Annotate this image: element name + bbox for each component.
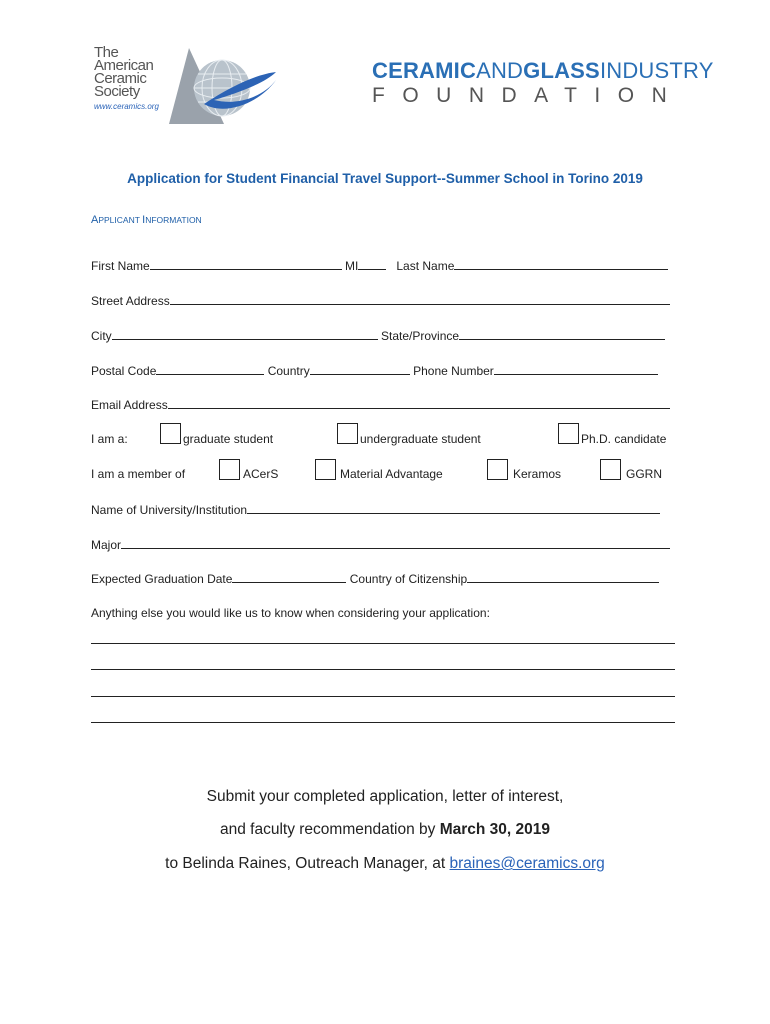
graduate-student-label: graduate student — [183, 432, 274, 446]
acers-name-line: American — [94, 57, 154, 74]
state-field[interactable] — [459, 328, 665, 340]
keramos-checkbox[interactable] — [487, 459, 508, 480]
name-row — [91, 258, 668, 273]
cgif-word: AND — [476, 58, 524, 83]
acers-name-line: Society — [94, 83, 140, 100]
i-am-label: I am a: — [91, 432, 128, 446]
material-advantage-label: Material Advantage — [340, 467, 443, 481]
contact-email-link[interactable]: braines@ceramics.org — [449, 855, 605, 872]
submit-line-3-text: to Belinda Raines, Outreach Manager, at — [165, 855, 450, 872]
major-field[interactable] — [121, 537, 670, 549]
comment-line-4[interactable] — [91, 722, 675, 723]
citizenship-label: Country of Citizenship — [349, 572, 468, 586]
comment-line-1[interactable] — [91, 643, 675, 644]
submit-line-2-text: and faculty recommendation by — [220, 821, 440, 838]
acers-label: ACerS — [243, 467, 279, 481]
acers-name — [94, 46, 153, 98]
grad-date-field[interactable] — [232, 571, 346, 583]
cgif-word: CERAMIC — [372, 58, 477, 83]
postal-field[interactable] — [156, 363, 264, 375]
street-row — [91, 293, 670, 308]
anything-else-label: Anything else you would like us to know when considering your application: — [91, 606, 490, 620]
section-heading — [91, 214, 202, 226]
phone-label: Phone Number — [413, 364, 494, 378]
grad-date-label: Expected Graduation Date — [91, 572, 233, 586]
major-row — [91, 537, 670, 552]
email-label: Email Address — [91, 398, 168, 412]
university-label: Name of University/Institution — [91, 503, 248, 517]
major-label: Major — [91, 538, 122, 552]
heading-cap: A — [91, 214, 99, 226]
ggrn-label: GGRN — [626, 467, 662, 481]
street-field[interactable] — [170, 293, 670, 305]
last-name-field[interactable] — [454, 258, 668, 270]
city-label: City — [91, 329, 112, 343]
keramos-label: Keramos — [513, 467, 562, 481]
acers-name-line: Ceramic — [94, 70, 147, 87]
submit-line-3 — [0, 855, 770, 873]
acers-logo — [94, 44, 284, 129]
phd-candidate-label: Ph.D. candidate — [581, 432, 667, 446]
last-name-label: Last Name — [396, 259, 455, 273]
cgif-logo-top — [372, 58, 714, 84]
heading-smallcaps: PPLICANT — [98, 215, 143, 225]
city-row — [91, 328, 665, 343]
phone-field[interactable] — [494, 363, 658, 375]
material-advantage-checkbox[interactable] — [315, 459, 336, 480]
street-label: Street Address — [91, 294, 170, 308]
postal-label: Postal Code — [91, 364, 157, 378]
cgif-word: GLASS — [523, 58, 600, 83]
deadline-date: March 30, 2019 — [439, 821, 550, 838]
cgif-word: INDUSTRY — [599, 58, 714, 83]
graduation-row — [91, 571, 659, 586]
form-title: Application for Student Financial Travel Support--Summer School in Torino 2019 — [127, 171, 643, 186]
university-field[interactable] — [247, 502, 660, 514]
member-of-label: I am a member of — [91, 467, 186, 481]
acers-globe-icon — [164, 44, 284, 129]
citizenship-field[interactable] — [467, 571, 659, 583]
country-label: Country — [267, 364, 310, 378]
university-row — [91, 502, 660, 517]
undergraduate-student-checkbox[interactable] — [337, 423, 358, 444]
comment-line-3[interactable] — [91, 696, 675, 697]
phd-candidate-checkbox[interactable] — [558, 423, 579, 444]
first-name-label: First Name — [91, 259, 150, 273]
mi-field[interactable] — [358, 258, 386, 270]
mi-label: MI — [345, 259, 359, 273]
first-name-field[interactable] — [150, 258, 342, 270]
submit-line-2 — [0, 821, 770, 839]
comment-line-2[interactable] — [91, 669, 675, 670]
acers-name-line: The — [94, 44, 119, 61]
submit-line-1: Submit your completed application, letter of interest, — [206, 788, 564, 805]
heading-cap: I — [142, 214, 146, 226]
postal-row — [91, 363, 658, 378]
acers-url: www.ceramics.org — [94, 102, 159, 111]
acers-checkbox[interactable] — [219, 459, 240, 480]
email-row — [91, 397, 670, 412]
email-field[interactable] — [168, 397, 670, 409]
cgif-logo-bottom: FOUNDATION — [372, 84, 685, 107]
city-field[interactable] — [112, 328, 378, 340]
state-label: State/Province — [381, 329, 460, 343]
graduate-student-checkbox[interactable] — [160, 423, 181, 444]
country-field[interactable] — [310, 363, 410, 375]
ggrn-checkbox[interactable] — [600, 459, 621, 480]
undergraduate-student-label: undergraduate student — [360, 432, 481, 446]
heading-smallcaps: NFORMATION — [145, 215, 202, 225]
